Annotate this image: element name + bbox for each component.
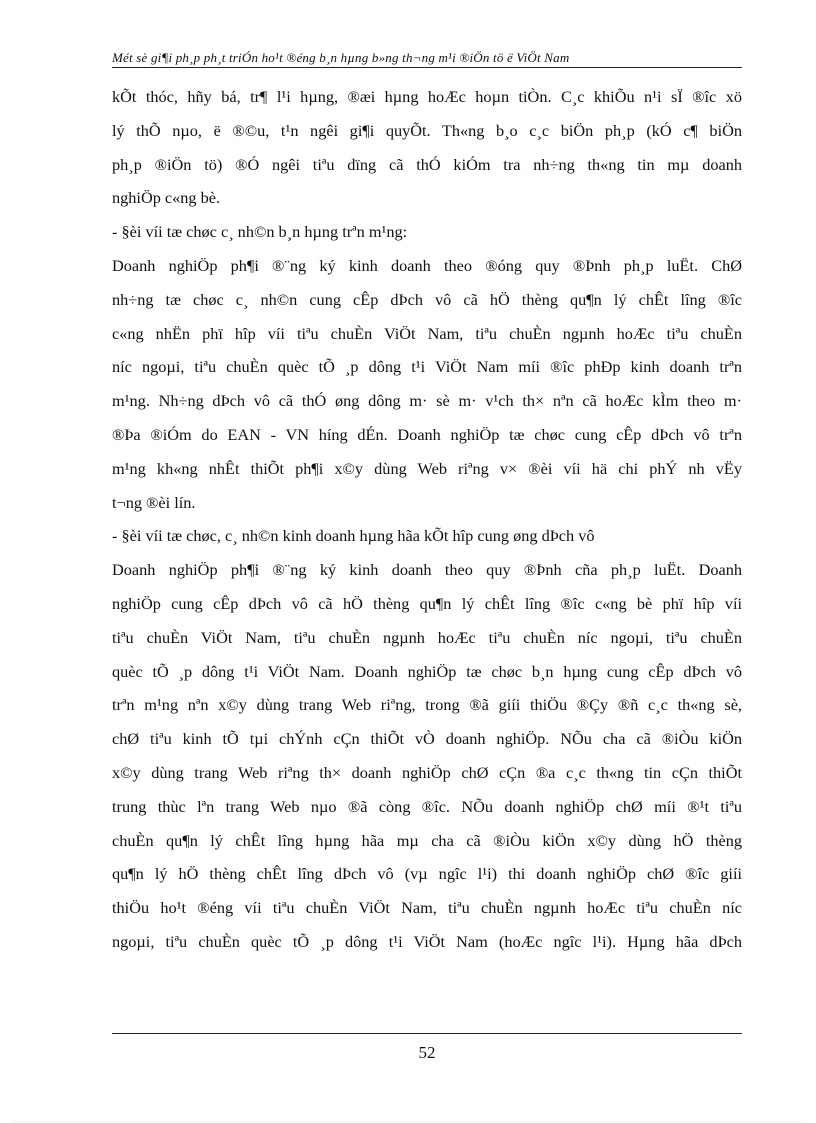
text-line: m¹ng. Nh÷ng dÞch vô cã thÓ øng dông m· sè m· v¹ch th× nªn cã hoÆc kÌm theo m· [112,391,742,411]
body-text [112,80,742,959]
text-line: thiÖu ho¹t ®éng víi tiªu chuÈn ViÖt Nam, tiªu chuÈn ngµnh hoÆc tiªu chuÈn níc [112,898,742,918]
text-line: c«ng nhËn phï hîp víi tiªu chuÈn ViÖt Nam, tiªu chuÈn ngµnh hoÆc tiªu chuÈn [112,323,742,343]
text-line: Doanh nghiÖp ph¶i ®¨ng ký kinh doanh theo ®óng quy ®Þnh ph¸p luËt. ChØ [112,255,742,275]
text-line: ph¸p ®iÖn tö) ®Ó ngêi tiªu dïng cã thÓ kiÓm tra nh÷ng th«ng tin mµ doanh [112,154,742,174]
text-line: trªn m¹ng nªn x©y dùng trang Web riªng, trong ®ã giíi thiÖu ®Çy ®ñ c¸c th«ng sè, [112,695,742,715]
text-line: tiªu chuÈn ViÖt Nam, tiªu chuÈn ngµnh hoÆc tiªu chuÈn níc ngoµi, tiªu chuÈn [112,627,742,647]
text-line: lý thÕ nµo, ë ®©u, t¹n ngêi gi¶i quyÕt. Th«ng b¸o c¸c biÖn ph¸p (kÓ c¶ biÖn [112,120,742,140]
text-line: ngoµi, tiªu chuÈn quèc tÕ ¸p dông t¹i ViÖt Nam (hoÆc ngîc l¹i). Hµng hãa dÞch [112,931,742,951]
text-line: - §èi víi tæ chøc, c¸ nh©n kinh doanh hµng hãa kÕt hîp cung øng dÞch vô [112,526,595,546]
text-line: nghiÖp cung cÊp dÞch vô cã hÖ thèng qu¶n lý chÊt lîng ®îc c«ng bè phï hîp víi [112,593,742,613]
text-line: - §èi víi tæ chøc c¸ nh©n b¸n hµng trªn m¹ng: [112,222,408,242]
text-line: nh÷ng tæ chøc c¸ nh©n cung cÊp dÞch vô cã hÖ thèng qu¶n lý chÊt lîng ®îc [112,289,742,309]
text-line: quèc tÕ ¸p dông t¹i ViÖt Nam. Doanh nghiÖp tæ chøc b¸n hµng cung cÊp dÞch vô [112,661,742,681]
page-edge-divider [14,1121,804,1122]
text-line: nghiÖp c«ng bè. [112,188,221,208]
running-header: Mét sè gi¶i ph¸p ph¸t triÓn ho¹t ®éng b¸n hµng b»ng th¬ng m¹i ®iÖn tö ë ViÖt Nam [112,50,570,65]
footer-rule [112,1033,742,1034]
text-line: x©y dùng trang Web riªng th× doanh nghiÖp chØ cÇn ®a c¸c th«ng tin cÇn thiÕt [112,762,742,782]
text-line: t¬ng ®èi lín. [112,492,196,512]
text-line: chØ tiªu kinh tÕ tµi chÝnh cÇn thiÕt vÒ doanh nghiÖp. NÕu cha cã ®iÒu kiÖn [112,729,742,749]
text-line: ®Þa ®iÓm do EAN - VN híng dÉn. Doanh nghiÖp tæ chøc cung cÊp dÞch vô trªn [112,424,742,444]
page-number: 52 [418,1043,436,1062]
text-line: níc ngoµi, tiªu chuÈn quèc tÕ ¸p dông t¹i ViÖt Nam míi ®îc phÐp kinh doanh trªn [112,357,742,377]
header-rule [112,67,742,68]
text-line: qu¶n lý hÖ thèng chÊt lîng dÞch vô (vµ ngîc l¹i) thi doanh nghiÖp chØ ®îc giíi [112,864,742,884]
text-line: trung thùc lªn trang Web nµo ®ã còng ®îc. NÕu doanh nghiÖp chØ míi ®¹t tiªu [112,796,742,816]
text-line: Doanh nghiÖp ph¶i ®¨ng ký kinh doanh theo quy ®Þnh cña ph¸p luËt. Doanh [112,560,742,580]
text-line: chuÈn qu¶n lý chÊt lîng hµng hãa mµ cha cã ®iÒu kiÖn x©y dùng hÖ thèng [112,830,742,850]
text-line: m¹ng kh«ng nhÊt thiÕt ph¶i x©y dùng Web riªng v× ®èi víi hä chi phÝ nh vËy [112,458,742,478]
text-line: kÕt thóc, hñy bá, tr¶ l¹i hµng, ®æi hµng hoÆc hoµn tiÒn. C¸c khiÕu n¹i sÏ ®îc xö [112,87,742,106]
